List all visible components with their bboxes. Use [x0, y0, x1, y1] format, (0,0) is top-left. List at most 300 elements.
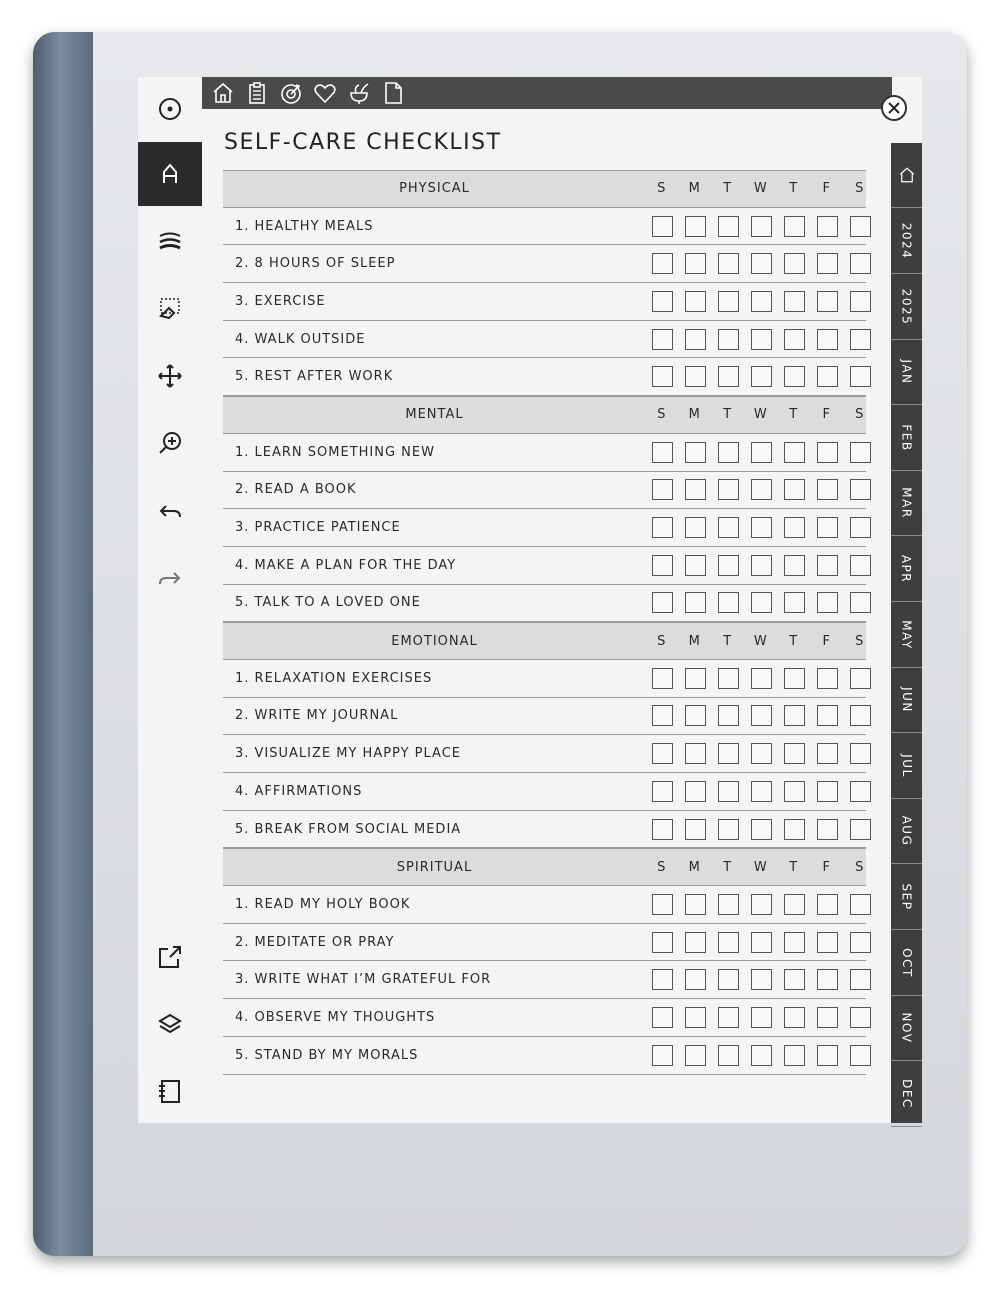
tab-label: NOV [899, 1012, 914, 1044]
checklist-row [223, 283, 866, 321]
day-checkbox[interactable] [850, 216, 871, 237]
day-checkbox[interactable] [685, 329, 706, 350]
day-checkbox[interactable] [784, 592, 805, 613]
section-header [223, 396, 866, 434]
item-label: 5. TALK TO A LOVED ONE [235, 595, 421, 611]
notebook-button[interactable] [138, 1059, 202, 1123]
checkbox-group [646, 886, 877, 923]
eraser-icon [157, 296, 183, 322]
nav-page-button[interactable] [380, 80, 406, 106]
day-checkbox[interactable] [685, 705, 706, 726]
day-checkbox[interactable] [784, 668, 805, 689]
day-checkbox[interactable] [652, 1045, 673, 1066]
day-checkbox[interactable] [685, 592, 706, 613]
day-checkbox[interactable] [718, 894, 739, 915]
checklist-row [223, 735, 866, 773]
checkbox-group [646, 999, 877, 1036]
tab-may[interactable] [891, 603, 922, 668]
left-toolbar [138, 77, 202, 1123]
checkbox-group [646, 961, 877, 998]
day-checkbox[interactable] [652, 592, 673, 613]
day-checkbox[interactable] [718, 366, 739, 387]
day-header: S [657, 633, 666, 649]
day-checkbox[interactable] [817, 442, 838, 463]
checklist-row [223, 547, 866, 585]
day-header: M [688, 407, 701, 423]
day-checkbox[interactable] [817, 366, 838, 387]
day-checkbox[interactable] [751, 216, 772, 237]
day-checkbox[interactable] [652, 969, 673, 990]
day-checkbox[interactable] [718, 668, 739, 689]
day-checkbox[interactable] [784, 819, 805, 840]
day-checkbox[interactable] [652, 668, 673, 689]
day-header: T [723, 859, 732, 875]
checklist-row [223, 245, 866, 283]
day-checkbox[interactable] [784, 969, 805, 990]
day-checkbox[interactable] [685, 479, 706, 500]
tab-label: APR [899, 554, 914, 584]
day-header: T [723, 407, 732, 423]
checkbox-group [646, 358, 877, 395]
day-checkbox[interactable] [751, 819, 772, 840]
day-checkbox[interactable] [751, 932, 772, 953]
tab-2024[interactable] [891, 209, 922, 274]
day-checkbox[interactable] [817, 479, 838, 500]
section-header [223, 622, 866, 660]
move-button[interactable] [138, 344, 202, 408]
day-header: T [789, 181, 798, 197]
day-checkbox[interactable] [718, 216, 739, 237]
redo-button[interactable] [138, 546, 202, 610]
checkbox-group [646, 735, 877, 772]
day-checkbox[interactable] [817, 291, 838, 312]
day-checkbox[interactable] [850, 329, 871, 350]
day-header: T [723, 633, 732, 649]
day-checkbox[interactable] [718, 1045, 739, 1066]
day-checkbox[interactable] [751, 668, 772, 689]
item-label: 3. PRACTICE PATIENCE [235, 520, 401, 536]
day-checkbox[interactable] [850, 442, 871, 463]
day-header: T [789, 407, 798, 423]
item-label: 1. HEALTHY MEALS [235, 218, 374, 234]
item-label: 3. VISUALIZE MY HAPPY PLACE [235, 746, 462, 762]
section-title: SPIRITUAL [396, 859, 473, 875]
day-checkbox[interactable] [817, 253, 838, 274]
zoom-button[interactable] [138, 411, 202, 475]
tab-oct[interactable] [891, 931, 922, 996]
checkbox-group [646, 245, 877, 282]
day-header: W [753, 407, 768, 423]
tab-label: JUN [899, 687, 914, 714]
day-checkbox[interactable] [850, 366, 871, 387]
item-label: 2. 8 HOURS OF SLEEP [235, 256, 396, 272]
nav-goals-button[interactable] [278, 80, 304, 106]
tab-label: AUG [899, 815, 914, 847]
checkbox-group [646, 509, 877, 546]
day-checkbox[interactable] [685, 894, 706, 915]
day-headers [645, 171, 876, 207]
day-checkbox[interactable] [784, 705, 805, 726]
checkbox-group [646, 585, 877, 622]
day-checkbox[interactable] [652, 932, 673, 953]
day-checkbox[interactable] [718, 1007, 739, 1028]
item-label: 2. READ A BOOK [235, 482, 357, 498]
pen-tool-button[interactable] [138, 142, 202, 206]
day-header: T [789, 859, 798, 875]
item-label: 4. AFFIRMATIONS [235, 783, 363, 799]
checklist-row [223, 509, 866, 547]
checklist-row [223, 1037, 866, 1075]
day-header: S [657, 407, 666, 423]
day-checkbox[interactable] [817, 329, 838, 350]
day-checkbox[interactable] [850, 781, 871, 802]
tab-mar[interactable] [891, 471, 922, 536]
day-checkbox[interactable] [850, 555, 871, 576]
day-checkbox[interactable] [817, 1007, 838, 1028]
day-checkbox[interactable] [652, 555, 673, 576]
item-label: 1. READ MY HOLY BOOK [235, 896, 411, 912]
day-checkbox[interactable] [652, 894, 673, 915]
day-checkbox[interactable] [652, 291, 673, 312]
day-checkbox[interactable] [784, 253, 805, 274]
checkbox-group [646, 773, 877, 810]
day-checkbox[interactable] [685, 743, 706, 764]
section-header [223, 848, 866, 886]
day-checkbox[interactable] [850, 253, 871, 274]
menu-dot-icon [157, 96, 183, 122]
section-title: PHYSICAL [399, 181, 470, 197]
day-header: M [688, 859, 701, 875]
day-checkbox[interactable] [685, 291, 706, 312]
item-label: 1. LEARN SOMETHING NEW [235, 444, 435, 460]
day-checkbox[interactable] [817, 668, 838, 689]
day-checkbox[interactable] [751, 517, 772, 538]
day-checkbox[interactable] [685, 932, 706, 953]
tab-feb[interactable] [891, 406, 922, 471]
day-checkbox[interactable] [850, 1007, 871, 1028]
layers-icon [157, 1012, 183, 1038]
checkbox-group [646, 472, 877, 509]
section-title: EMOTIONAL [391, 633, 478, 649]
checklist-row [223, 358, 866, 396]
nav-home-button[interactable] [210, 80, 236, 106]
day-checkbox[interactable] [718, 819, 739, 840]
tab-dec[interactable] [891, 1062, 922, 1127]
item-label: 5. BREAK FROM SOCIAL MEDIA [235, 821, 462, 837]
clipboard-icon [245, 81, 269, 105]
day-header: S [855, 633, 864, 649]
day-checkbox[interactable] [718, 329, 739, 350]
day-checkbox[interactable] [784, 894, 805, 915]
day-checkbox[interactable] [718, 253, 739, 274]
checkbox-group [646, 660, 877, 697]
day-checkbox[interactable] [751, 969, 772, 990]
checklist-row [223, 811, 866, 849]
notebook-icon [157, 1078, 183, 1104]
day-checkbox[interactable] [685, 216, 706, 237]
page-icon [381, 81, 405, 105]
section-title: MENTAL [405, 407, 464, 423]
day-header: T [789, 633, 798, 649]
tab-label: DEC [899, 1078, 914, 1109]
move-icon [157, 363, 183, 389]
day-checkbox[interactable] [685, 781, 706, 802]
day-checkbox[interactable] [850, 932, 871, 953]
share-button[interactable] [138, 925, 202, 989]
day-checkbox[interactable] [784, 932, 805, 953]
tab-label: JUL [899, 754, 914, 778]
day-checkbox[interactable] [685, 969, 706, 990]
day-header: F [822, 859, 831, 875]
day-header: M [688, 181, 701, 197]
checklist-row [223, 472, 866, 510]
close-button[interactable] [881, 95, 907, 121]
checkbox-group [646, 924, 877, 961]
day-checkbox[interactable] [718, 705, 739, 726]
day-checkbox[interactable] [751, 479, 772, 500]
day-checkbox[interactable] [817, 555, 838, 576]
item-label: 5. STAND BY MY MORALS [235, 1047, 419, 1063]
day-header: F [822, 407, 831, 423]
day-header: W [753, 859, 768, 875]
day-checkbox[interactable] [850, 743, 871, 764]
undo-icon [157, 498, 183, 524]
day-checkbox[interactable] [652, 366, 673, 387]
day-checkbox[interactable] [718, 932, 739, 953]
nav-selfcare-button[interactable] [346, 80, 372, 106]
day-checkbox[interactable] [652, 819, 673, 840]
item-label: 2. MEDITATE OR PRAY [235, 934, 395, 950]
stroke-width-button[interactable] [138, 209, 202, 273]
checklist-row [223, 434, 866, 472]
checkbox-group [646, 811, 877, 848]
checklist-row [223, 999, 866, 1037]
nav-health-button[interactable] [312, 80, 338, 106]
day-header: S [657, 181, 666, 197]
page-title: SELF-CARE CHECKLIST [224, 130, 502, 155]
day-checkbox[interactable] [652, 743, 673, 764]
checkbox-group [646, 547, 877, 584]
tab-label: 2025 [899, 288, 914, 325]
day-checkbox[interactable] [718, 969, 739, 990]
checklist-table [223, 170, 866, 1075]
day-checkbox[interactable] [784, 329, 805, 350]
item-label: 4. WALK OUTSIDE [235, 331, 366, 347]
day-checkbox[interactable] [784, 366, 805, 387]
tab-2025[interactable] [891, 275, 922, 340]
day-checkbox[interactable] [652, 442, 673, 463]
item-label: 3. WRITE WHAT I’M GRATEFUL FOR [235, 972, 492, 988]
tab-sep[interactable] [891, 865, 922, 930]
day-checkbox[interactable] [685, 555, 706, 576]
zoom-icon [157, 430, 183, 456]
day-checkbox[interactable] [784, 216, 805, 237]
day-checkbox[interactable] [685, 819, 706, 840]
day-header: S [657, 859, 666, 875]
day-checkbox[interactable] [718, 479, 739, 500]
tab-apr[interactable] [891, 537, 922, 602]
day-headers [645, 397, 876, 433]
day-checkbox[interactable] [685, 1045, 706, 1066]
self-care-icon [347, 81, 371, 105]
day-checkbox[interactable] [784, 442, 805, 463]
day-header: S [855, 407, 864, 423]
day-checkbox[interactable] [718, 743, 739, 764]
day-headers [645, 849, 876, 885]
checklist-row [223, 961, 866, 999]
day-checkbox[interactable] [751, 1045, 772, 1066]
redo-icon [157, 565, 183, 591]
checklist-row [223, 321, 866, 359]
top-nav-bar [202, 77, 892, 109]
day-checkbox[interactable] [817, 932, 838, 953]
day-checkbox[interactable] [850, 479, 871, 500]
eraser-button[interactable] [138, 277, 202, 341]
day-checkbox[interactable] [751, 555, 772, 576]
day-checkbox[interactable] [652, 216, 673, 237]
day-checkbox[interactable] [850, 969, 871, 990]
day-checkbox[interactable] [850, 705, 871, 726]
day-checkbox[interactable] [817, 592, 838, 613]
day-checkbox[interactable] [817, 1045, 838, 1066]
checklist-row [223, 886, 866, 924]
day-checkbox[interactable] [850, 894, 871, 915]
day-checkbox[interactable] [850, 291, 871, 312]
checkbox-group [646, 1037, 877, 1074]
day-checkbox[interactable] [685, 366, 706, 387]
day-checkbox[interactable] [784, 479, 805, 500]
day-checkbox[interactable] [850, 592, 871, 613]
tab-jan[interactable] [891, 340, 922, 405]
day-checkbox[interactable] [652, 781, 673, 802]
item-label: 4. OBSERVE MY THOUGHTS [235, 1009, 436, 1025]
day-header: F [822, 181, 831, 197]
close-icon [888, 102, 900, 114]
tab-label: MAY [899, 619, 914, 650]
checkbox-group [646, 321, 877, 358]
day-checkbox[interactable] [817, 819, 838, 840]
checkbox-group [646, 434, 877, 471]
day-checkbox[interactable] [652, 329, 673, 350]
home-icon [211, 81, 235, 105]
day-checkbox[interactable] [751, 592, 772, 613]
day-checkbox[interactable] [784, 781, 805, 802]
day-checkbox[interactable] [718, 592, 739, 613]
right-tab-strip [891, 143, 922, 1123]
item-label: 2. WRITE MY JOURNAL [235, 708, 399, 724]
day-checkbox[interactable] [817, 743, 838, 764]
day-checkbox[interactable] [751, 442, 772, 463]
day-checkbox[interactable] [817, 969, 838, 990]
menu-button[interactable] [138, 77, 202, 141]
device-spine [33, 32, 93, 1256]
checkbox-group [646, 208, 877, 245]
day-checkbox[interactable] [685, 1007, 706, 1028]
tab-label: OCT [899, 947, 914, 978]
heart-icon [313, 81, 337, 105]
day-checkbox[interactable] [850, 819, 871, 840]
day-checkbox[interactable] [652, 479, 673, 500]
pen-icon [157, 161, 183, 187]
day-checkbox[interactable] [751, 743, 772, 764]
day-checkbox[interactable] [718, 517, 739, 538]
tab-label: MAR [899, 487, 914, 520]
day-checkbox[interactable] [784, 1007, 805, 1028]
day-checkbox[interactable] [784, 291, 805, 312]
tab-aug[interactable] [891, 799, 922, 864]
item-label: 5. REST AFTER WORK [235, 369, 394, 385]
day-header: S [855, 859, 864, 875]
tab-home[interactable] [891, 143, 922, 208]
day-checkbox[interactable] [751, 253, 772, 274]
checklist-row [223, 924, 866, 962]
home-icon [898, 166, 916, 184]
day-checkbox[interactable] [718, 781, 739, 802]
layers-button[interactable] [138, 993, 202, 1057]
checklist-row [223, 208, 866, 246]
tab-jun[interactable] [891, 668, 922, 733]
day-checkbox[interactable] [652, 253, 673, 274]
day-checkbox[interactable] [751, 291, 772, 312]
checklist-row [223, 660, 866, 698]
day-checkbox[interactable] [718, 442, 739, 463]
checklist-row [223, 585, 866, 623]
day-checkbox[interactable] [817, 894, 838, 915]
day-checkbox[interactable] [850, 1045, 871, 1066]
day-checkbox[interactable] [685, 517, 706, 538]
tab-nov[interactable] [891, 996, 922, 1061]
day-checkbox[interactable] [685, 668, 706, 689]
day-checkbox[interactable] [751, 1007, 772, 1028]
day-checkbox[interactable] [817, 216, 838, 237]
tab-label: 2024 [899, 222, 914, 260]
day-checkbox[interactable] [751, 781, 772, 802]
day-checkbox[interactable] [685, 253, 706, 274]
item-label: 1. RELAXATION EXERCISES [235, 670, 433, 686]
day-header: M [688, 633, 701, 649]
day-checkbox[interactable] [850, 517, 871, 538]
checklist-row [223, 773, 866, 811]
day-checkbox[interactable] [751, 705, 772, 726]
checklist-row [223, 698, 866, 736]
day-checkbox[interactable] [817, 517, 838, 538]
day-checkbox[interactable] [784, 517, 805, 538]
day-checkbox[interactable] [751, 366, 772, 387]
day-checkbox[interactable] [652, 705, 673, 726]
day-checkbox[interactable] [850, 668, 871, 689]
day-checkbox[interactable] [718, 291, 739, 312]
tab-jul[interactable] [891, 734, 922, 799]
undo-button[interactable] [138, 479, 202, 543]
tab-label: FEB [899, 424, 914, 452]
day-checkbox[interactable] [784, 555, 805, 576]
day-checkbox[interactable] [718, 555, 739, 576]
day-checkbox[interactable] [784, 1045, 805, 1066]
nav-checklist-button[interactable] [244, 80, 270, 106]
day-checkbox[interactable] [817, 705, 838, 726]
item-label: 4. MAKE A PLAN FOR THE DAY [235, 557, 457, 573]
day-checkbox[interactable] [751, 329, 772, 350]
day-header: S [855, 181, 864, 197]
checkbox-group [646, 283, 877, 320]
day-checkbox[interactable] [652, 517, 673, 538]
day-checkbox[interactable] [784, 743, 805, 764]
day-checkbox[interactable] [817, 781, 838, 802]
day-checkbox[interactable] [685, 442, 706, 463]
day-header: F [822, 633, 831, 649]
day-checkbox[interactable] [751, 894, 772, 915]
day-checkbox[interactable] [652, 1007, 673, 1028]
